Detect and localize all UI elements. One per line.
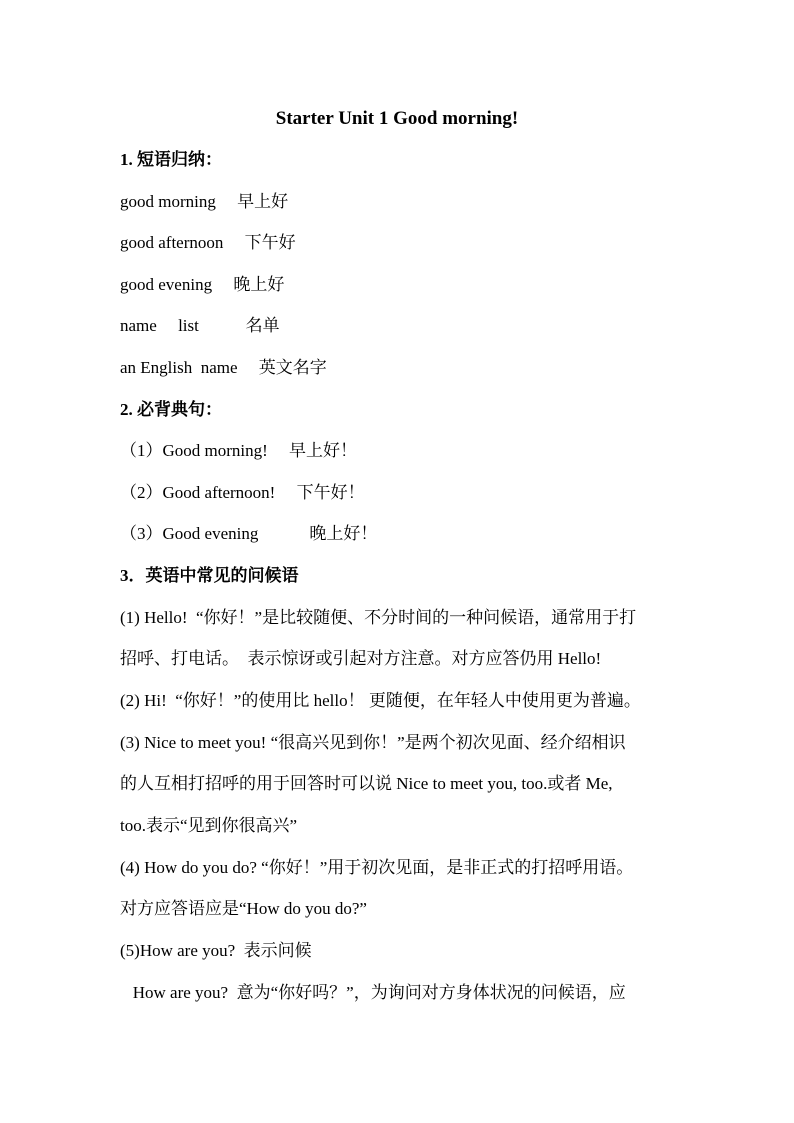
paragraph-line: (5)How are you? 表示问候 xyxy=(120,941,312,960)
paragraph-line: 对方应答语应是“How do you do?” xyxy=(120,899,367,918)
section-3-heading: 3．英语中常见的问候语 xyxy=(120,566,299,585)
phrase-item: good afternoon 下午好 xyxy=(120,233,296,252)
sentence-item: （3）Good evening 晚上好！ xyxy=(120,524,378,543)
section-2-heading: 2. 必背典句： xyxy=(120,400,222,419)
phrase-item: good morning 早上好 xyxy=(120,192,289,211)
paragraph-line: 招呼、打电话。 表示惊讶或引起对方注意。对方应答仍用 Hello! xyxy=(120,649,602,668)
page-title: Starter Unit 1 Good morning! xyxy=(275,108,519,129)
paragraph-line: How are you? 意为“你好吗？”，为询问对方身体状况的问候语，应 xyxy=(120,983,626,1002)
paragraph-line: (4) How do you do? “你好！”用于初次见面，是非正式的打招呼用语。 xyxy=(120,858,634,877)
paragraph-line: too.表示“见到你很高兴” xyxy=(120,816,298,835)
phrase-item: name list 名单 xyxy=(120,316,280,335)
sentence-item: （1）Good morning! 早上好！ xyxy=(120,441,358,460)
paragraph-line: (3) Nice to meet you! “很高兴见到你！”是两个初次见面、经介绍相识 xyxy=(120,733,626,752)
paragraph-line: (2) Hi! “你好！”的使用比 hello！ 更随便，在年轻人中使用更为普遍。 xyxy=(120,691,641,710)
phrase-item: good evening 晚上好 xyxy=(120,275,285,294)
phrase-item: an English name 英文名字 xyxy=(120,358,327,377)
paragraph-line: (1) Hello! “你好！”是比较随便、不分时间的一种问候语，通常用于打 xyxy=(120,608,637,627)
section-1-heading: 1. 短语归纳： xyxy=(120,150,222,169)
sentence-item: （2）Good afternoon! 下午好！ xyxy=(120,483,365,502)
paragraph-line: 的人互相打招呼的用于回答时可以说 Nice to meet you, too.或者 Me, xyxy=(120,774,613,793)
